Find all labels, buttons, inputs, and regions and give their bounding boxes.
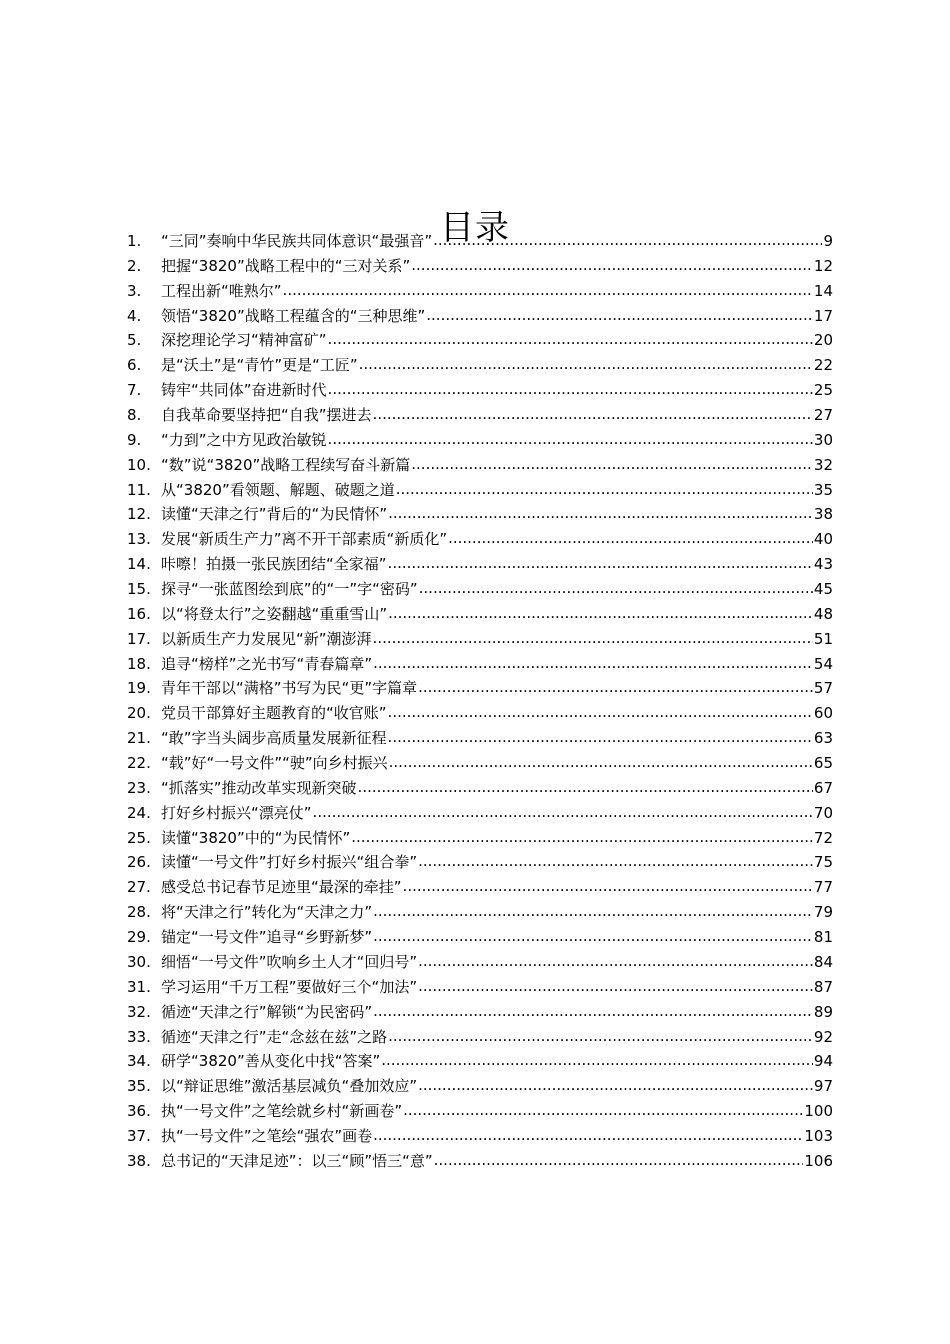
toc-entry-page: 51 [813,629,833,648]
toc-entry[interactable] [127,652,833,677]
toc-dot-leader [448,526,813,551]
toc-dot-leader [373,1123,803,1148]
toc-entry[interactable] [127,304,833,329]
toc-dot-leader [373,402,813,427]
toc-entry-title: 以新质生产力发展见“新”潮澎湃 [161,629,372,648]
toc-entry[interactable] [127,602,833,627]
toc-entry[interactable] [127,502,833,527]
toc-dot-leader [389,750,813,775]
toc-entry[interactable] [127,577,833,602]
toc-entry-title: 工程出新“唯熟尔” [161,281,282,300]
toc-title: 目录 [440,207,510,248]
toc-entry-title: 循迹“天津之行”走“念兹在兹”之路 [161,1027,388,1046]
toc-entry-page: 25 [813,381,833,400]
toc-entry[interactable] [127,279,833,304]
toc-entry-title: 读懂“3820”中的“为民情怀” [161,828,351,847]
toc-dot-leader [418,949,813,974]
toc-entry[interactable] [127,1124,833,1149]
toc-dot-leader [434,1148,804,1173]
toc-entry-title: 领悟“3820”战略工程蕴含的“三种思维” [161,306,426,325]
toc-entry-title: “力到”之中方见政治敏锐 [161,430,327,449]
toc-entry[interactable] [127,801,833,826]
toc-entry-number: 7. [127,381,142,400]
toc-entry-page: 54 [813,654,833,673]
toc-entry-page: 32 [813,455,833,474]
toc-entry[interactable] [127,1049,833,1074]
toc-entry-title: 锚定“一号文件”追寻“乡野新梦” [161,928,373,947]
toc-entry-number: 31. [127,977,151,996]
toc-dot-leader [328,377,813,402]
toc-entry[interactable] [127,453,833,478]
toc-entry-number: 36. [127,1102,151,1121]
toc-entry-page: 57 [813,679,833,698]
toc-entry-page: 70 [813,803,833,822]
toc-dot-leader [418,675,813,700]
toc-entry-page: 14 [813,281,833,300]
toc-entry-page: 94 [813,1052,833,1071]
toc-entry-page: 77 [813,878,833,897]
toc-entry-title: 执“一号文件”之笔绘就乡村“新画卷” [161,1102,403,1121]
toc-entry[interactable] [127,254,833,279]
toc-entry-title: 将“天津之行”转化为“天津之力” [161,903,373,922]
toc-dot-leader [373,899,813,924]
toc-entry[interactable] [127,850,833,875]
toc-entry-number: 3. [127,281,142,300]
toc-entry-number: 30. [127,952,151,971]
toc-entry-title: 从“3820”看领题、解题、破题之道 [161,480,395,499]
toc-entry-title: 铸牢“共同体”奋进新时代 [161,381,327,400]
toc-entry-title: 是“沃土”是“青竹”更是“工匠” [161,356,358,375]
toc-dot-leader [388,551,813,576]
toc-entry[interactable] [127,403,833,428]
toc-entry[interactable] [127,552,833,577]
toc-entry[interactable] [127,950,833,975]
toc-entry-title: “三同”奏响中华民族共同体意识“最强音” [161,232,433,250]
toc-entry-page: 97 [813,1077,833,1096]
toc-dot-leader [403,874,813,899]
toc-entry-title: 总书记的“天津足迹”：以三“顾”悟三“意” [161,1151,433,1170]
toc-dot-leader [373,626,813,651]
toc-entry-page: 63 [813,729,833,748]
toc-entry[interactable] [127,676,833,701]
toc-entry-number: 13. [127,530,151,549]
toc-list [127,229,833,1174]
toc-entry-title: 感受总书记春节足迹里“最深的牵挂” [161,878,402,897]
toc-entry-page: 87 [813,977,833,996]
toc-entry-page: 89 [813,1002,833,1021]
toc-entry-title: 追寻“榜样”之光书写“青春篇章” [161,654,373,673]
toc-dot-leader [359,352,813,377]
toc-entry-number: 18. [127,654,151,673]
toc-dot-leader [358,775,813,800]
toc-entry-number: 9. [127,430,142,449]
toc-entry-number: 23. [127,778,151,797]
toc-entry[interactable] [127,527,833,552]
toc-dot-leader [388,1024,813,1049]
toc-entry-title: 自我革命要坚持把“自我”摆进去 [161,406,372,425]
toc-dot-leader [388,700,813,725]
toc-entry-number: 28. [127,903,151,922]
toc-entry-number: 22. [127,754,151,773]
toc-entry-title: 深挖理论学习“精神富矿” [161,331,327,350]
toc-dot-leader [403,1098,803,1123]
toc-entry-title: 以“辩证思维”激活基层减负“叠加效应” [161,1077,418,1096]
toc-entry-number: 21. [127,729,151,748]
toc-entry-title: 把握“3820”战略工程中的“三对关系” [161,256,411,275]
toc-entry[interactable] [127,1149,833,1174]
toc-entry-page: 79 [813,903,833,922]
toc-entry[interactable] [127,726,833,751]
toc-entry-title: 发展“新质生产力”离不开干部素质“新质化” [161,530,448,549]
toc-entry[interactable] [127,875,833,900]
toc-entry-number: 32. [127,1002,151,1021]
toc-entry-page: 72 [813,828,833,847]
toc-entry[interactable] [127,478,833,503]
toc-dot-leader [283,278,813,303]
toc-entry-page: 20 [813,331,833,350]
toc-entry-number: 11. [127,480,151,499]
toc-dot-leader [388,501,813,526]
toc-entry-page: 67 [813,778,833,797]
toc-entry-page: 103 [804,1126,833,1145]
toc-entry-title: 青年干部以“满格”书写为民“更”字篇章 [161,679,418,698]
toc-entry-page: 12 [813,256,833,275]
toc-entry-number: 34. [127,1052,151,1071]
toc-entry-title: “抓落实”推动改革实现新突破 [161,778,357,797]
toc-entry-title: “数”说“3820”战略工程续写奋斗新篇 [161,455,411,474]
toc-entry-number: 12. [127,505,151,524]
toc-entry-number: 1. [127,232,142,250]
toc-entry-page: 106 [804,1151,833,1170]
toc-entry-title: 循迹“天津之行”解锁“为民密码” [161,1002,373,1021]
toc-entry-number: 4. [127,306,142,325]
toc-dot-leader [433,228,822,253]
toc-entry-title: 读懂“一号文件”打好乡村振兴“组合拳” [161,853,418,872]
toc-dot-leader [396,477,813,502]
toc-entry-number: 24. [127,803,151,822]
toc-dot-leader [418,1073,813,1098]
toc-entry-title: 党员干部算好主题教育的“收官账” [161,704,387,723]
toc-dot-leader [351,825,813,850]
toc-entry-page: 81 [813,928,833,947]
toc-entry[interactable] [127,328,833,353]
toc-entry-number: 29. [127,928,151,947]
toc-entry-page: 40 [813,530,833,549]
toc-entry-number: 19. [127,679,151,698]
toc-dot-leader [373,651,813,676]
toc-entry-title: 执“一号文件”之笔绘“强农”画卷 [161,1126,373,1145]
toc-entry-page: 27 [813,406,833,425]
toc-entry-number: 37. [127,1126,151,1145]
toc-entry[interactable] [127,776,833,801]
toc-entry-page: 92 [813,1027,833,1046]
toc-entry-title: 读懂“天津之行”背后的“为民情怀” [161,505,388,524]
toc-entry-number: 17. [127,629,151,648]
toc-entry-number: 2. [127,256,142,275]
toc-entry-title: 以“将登太行”之姿翻越“重重雪山” [161,604,388,623]
toc-dot-leader [313,800,813,825]
toc-entry-title: 学习运用“千万工程”要做好三个“加法” [161,977,418,996]
toc-entry[interactable] [127,701,833,726]
toc-entry-page: 35 [813,480,833,499]
toc-entry[interactable] [127,1000,833,1025]
toc-entry-number: 20. [127,704,151,723]
toc-entry[interactable] [127,975,833,1000]
toc-dot-leader [328,427,813,452]
toc-entry-number: 5. [127,331,142,350]
toc-entry[interactable] [127,1074,833,1099]
toc-entry-number: 27. [127,878,151,897]
toc-entry-number: 33. [127,1027,151,1046]
toc-entry-page: 75 [813,853,833,872]
toc-dot-leader [418,974,813,999]
toc-entry-number: 10. [127,455,151,474]
toc-entry[interactable] [127,1099,833,1124]
toc-entry[interactable] [127,925,833,950]
toc-entry-title: 研学“3820”善从变化中找“答案” [161,1052,381,1071]
toc-entry-number: 14. [127,555,151,574]
toc-entry-number: 35. [127,1077,151,1096]
toc-entry[interactable] [127,900,833,925]
toc-entry-title: 咔嚓！拍摄一张民族团结“全家福” [161,555,387,574]
toc-entry-title: 细悟“一号文件”吹响乡土人才“回归号” [161,952,418,971]
toc-entry[interactable] [127,229,833,254]
toc-entry-title: “敢”字当头阔步高质量发展新征程 [161,729,387,748]
toc-entry-number: 26. [127,853,151,872]
toc-entry-number: 25. [127,828,151,847]
toc-entry-page: 100 [804,1102,833,1121]
toc-entry-page: 22 [813,356,833,375]
toc-entry-page: 38 [813,505,833,524]
toc-dot-leader [411,253,813,278]
toc-entry[interactable] [127,353,833,378]
toc-entry-title: 打好乡村振兴“漂亮仗” [161,803,312,822]
toc-entry-title: “载”好“一号文件”“驶”向乡村振兴 [161,754,388,773]
toc-entry-page: 30 [813,430,833,449]
toc-entry-title: 探寻“一张蓝图绘到底”的“一”字“密码” [161,580,418,599]
toc-entry[interactable] [127,378,833,403]
toc-entry[interactable] [127,751,833,776]
toc-dot-leader [381,1048,813,1073]
toc-entry-page: 43 [813,555,833,574]
toc-dot-leader [426,303,813,328]
toc-entry[interactable] [127,1025,833,1050]
toc-dot-leader [388,601,813,626]
toc-dot-leader [373,999,813,1024]
toc-dot-leader [373,924,813,949]
toc-entry-page: 17 [813,306,833,325]
toc-dot-leader [419,576,813,601]
toc-dot-leader [411,452,813,477]
toc-entry-page: 60 [813,704,833,723]
toc-dot-leader [388,725,813,750]
toc-entry-number: 8. [127,406,142,425]
toc-entry-page: 84 [813,952,833,971]
toc-entry-page: 65 [813,754,833,773]
toc-entry[interactable] [127,428,833,453]
toc-entry[interactable] [127,826,833,851]
toc-entry-number: 16. [127,604,151,623]
toc-entry-number: 6. [127,356,142,375]
toc-entry-number: 38. [127,1151,151,1170]
toc-dot-leader [328,327,813,352]
toc-entry[interactable] [127,627,833,652]
toc-entry-page: 45 [813,580,833,599]
toc-entry-page: 9 [823,232,833,250]
toc-entry-number: 15. [127,580,151,599]
toc-dot-leader [418,849,813,874]
toc-entry-page: 48 [813,604,833,623]
